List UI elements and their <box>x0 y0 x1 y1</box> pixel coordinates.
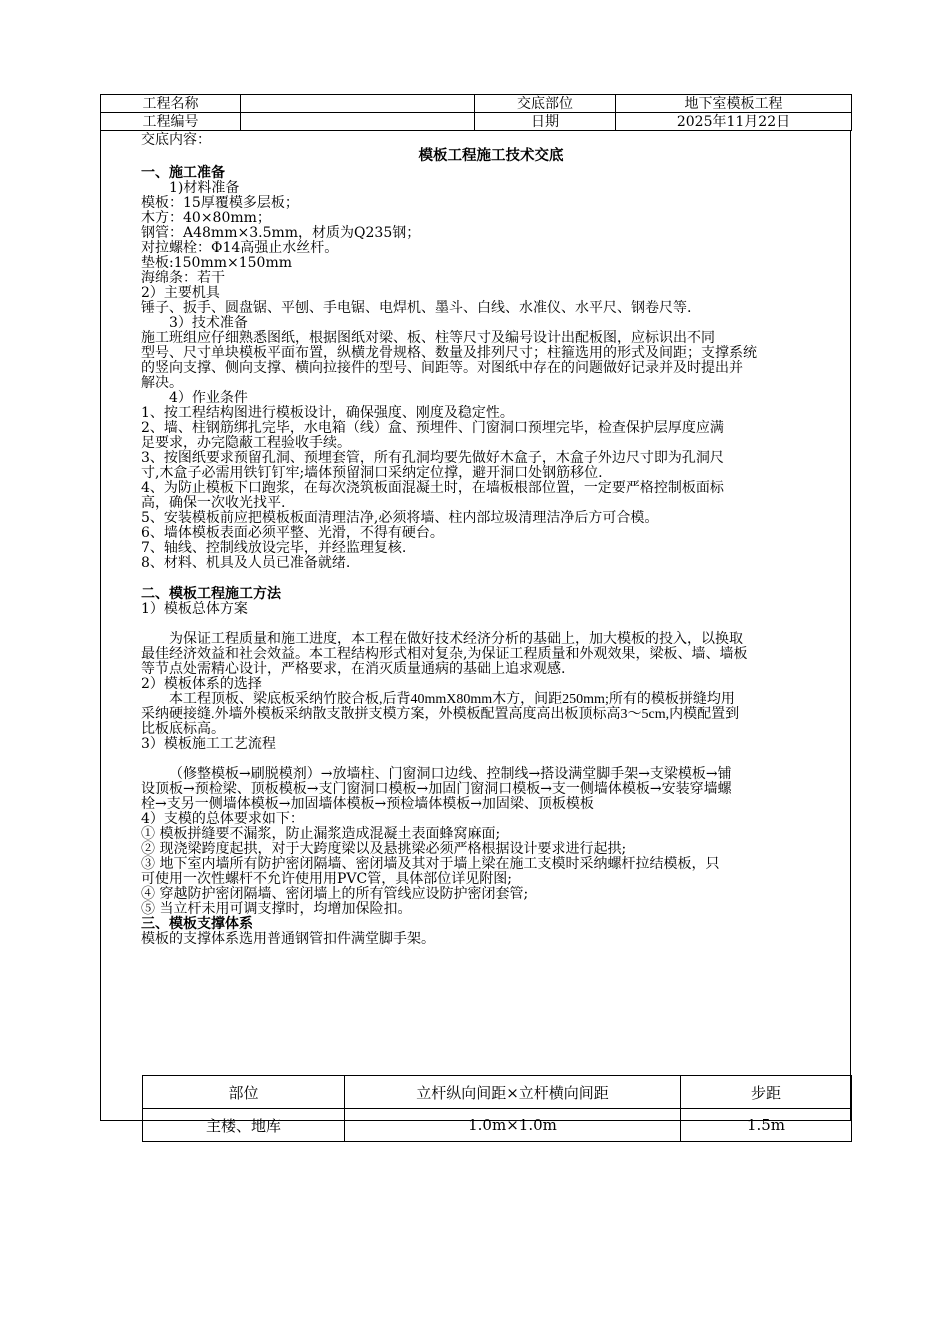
date-value: 2025年11月22日 <box>616 113 852 131</box>
content-body <box>141 133 841 947</box>
project-name-value <box>241 95 475 113</box>
material-line: 垫板:150mm×150mm <box>141 255 292 271</box>
project-no-value <box>241 113 475 131</box>
spacer <box>141 752 841 767</box>
col-header-part: 部位 <box>143 1076 345 1109</box>
cell-step: 1.5m <box>681 1109 852 1142</box>
section-1-heading: 一、施工准备 <box>141 165 225 181</box>
cell-spacing: 1.0m×1.0m <box>345 1109 681 1142</box>
condition-item: 2、墙、柱钢筋绑扎完毕，水电箱（线）盒、预埋件、门窗洞口预埋完毕，检查保护层厚度应满 <box>141 420 724 436</box>
requirement-item: ① 模板拼缝要不漏浆，防止漏浆造成混凝土表面蜂窝麻面; <box>141 826 501 842</box>
section-2-heading: 二、模板工程施工方法 <box>141 586 281 602</box>
support-table-header <box>143 1076 852 1109</box>
support-text: 模板的支撑体系选用普通钢管扣件满堂脚手架。 <box>141 931 435 947</box>
tech-text: 型号、尺寸单块模板平面布置，纵横龙骨规格、数量及排列尺寸；柱箍选用的形式及间距；支撑系统 <box>141 345 757 361</box>
condition-item: 1、按工程结构图进行模板设计，确保强度、刚度及稳定性。 <box>141 405 514 421</box>
materials-title: 1)材料准备 <box>169 180 240 196</box>
condition-item-cont: 足要求，办完隐蔽工程验收手续。 <box>141 435 351 451</box>
condition-item: 8、材料、机具及人员已准备就绪. <box>141 555 351 571</box>
condition-item: 7、轴线、控制线放设完毕，并经监理复核. <box>141 540 407 556</box>
system-text: 采纳硬接缝.外墙外模板采纳散支散拼支模方案，外模板配置高度高出板顶标高3～5cm,内模配置到 <box>141 707 740 722</box>
process-text: 栓→支另一侧墙体模板→加固墙体模板→预检墙体模板→加固梁、顶板模板 <box>141 796 594 812</box>
doc-title: 模板工程施工技术交底 <box>418 147 564 164</box>
condition-item: 3、按图纸要求预留孔洞、预埋套管，所有孔洞均要先做好木盒子，木盒子外边尺寸即为孔洞尺 <box>141 450 724 466</box>
system-text: 比板底标高。 <box>141 721 225 737</box>
requirement-item: ② 现浇梁跨度起拱，对于大跨度梁以及悬挑梁必须严格根据设计要求进行起拱; <box>141 841 627 857</box>
support-table <box>142 1075 852 1142</box>
col-header-step: 步距 <box>681 1076 852 1109</box>
condition-item: 4、为防止模板下口跑浆，在每次浇筑板面混凝土时，在墙板根部位置，一定要严格控制板面标 <box>141 480 724 496</box>
cell-part: 主楼、地库 <box>143 1109 345 1142</box>
condition-item-cont: 寸,木盒子必需用铁钉钉牢;墙体预留洞口采纳定位撑，避开洞口处钢筋移位. <box>141 465 603 481</box>
requirement-item-cont: 可使用一次性螺杆不允许使用用PVC管，具体部位详见附图; <box>141 871 512 887</box>
handover-part-value: 地下室模板工程 <box>616 95 852 113</box>
tools-text: 锤子、扳手、圆盘锯、平刨、手电锯、电焊机、墨斗、白线、水准仪、水平尺、钢卷尺等. <box>141 300 692 316</box>
system-text: 本工程顶板、梁底板采纳竹胶合板,后背40mmX80mm木方，间距250mm;所有的模板拼缝均用 <box>169 692 735 707</box>
project-name-label: 工程名称 <box>101 95 241 113</box>
spacer <box>141 617 841 632</box>
conditions-title: 4）作业条件 <box>169 390 248 406</box>
process-title: 3）模板施工工艺流程 <box>141 736 276 752</box>
document-page <box>100 94 851 1135</box>
requirement-item: ③ 地下室内墙所有防护密闭隔墙、密闭墙及其对于墙上梁在施工支模时采纳螺杆拉结模板，只 <box>141 856 720 872</box>
process-text: （修整模板→刷脱模剂）→放墙柱、门窗洞口边线、控制线→搭设满堂脚手架→支梁模板→铺 <box>169 766 732 782</box>
requirement-item: ④ 穿越防护密闭隔墙、密闭墙上的所有管线应设防护密闭套管; <box>141 886 529 902</box>
material-line: 钢管：A48mm×3.5mm，材质为Q235钢； <box>141 225 421 241</box>
plan-text: 等节点处需精心设计，严格要求，在消灭质量通病的基础上追求观感. <box>141 661 566 677</box>
system-title: 2）模板体系的选择 <box>141 676 262 692</box>
date-label: 日期 <box>475 113 616 131</box>
requirements-title: 4）支模的总体要求如下： <box>141 811 304 827</box>
condition-item: 6、墙体模板表面必须平整、光滑，不得有硬台。 <box>141 525 444 541</box>
tech-title: 3）技术准备 <box>169 315 248 331</box>
condition-item: 5、安装模板前应把模板板面清理洁净,必须将墙、柱内部垃圾清理洁净后方可合模。 <box>141 510 659 526</box>
handover-part-label: 交底部位 <box>475 95 616 113</box>
requirement-item: ⑤ 当立杆未用可调支撑时，均增加保险扣。 <box>141 901 412 917</box>
col-header-spacing: 立杆纵向间距×立杆横向间距 <box>345 1076 681 1109</box>
material-line: 木方：40×80mm； <box>141 210 271 226</box>
header-row-1 <box>101 95 852 113</box>
material-line: 对拉螺栓：Φ14高强止水丝杆。 <box>141 240 339 256</box>
spacer <box>141 571 841 587</box>
condition-item-cont: 高，确保一次收光找平. <box>141 495 286 511</box>
tech-text: 施工班组应仔细熟悉图纸，根据图纸对梁、板、柱等尺寸及编号设计出配板图，应标识出不同 <box>141 330 715 346</box>
content-label: 交底内容： <box>141 132 211 148</box>
tech-text: 解决。 <box>141 375 183 391</box>
material-line: 模板：15厚覆模多层板； <box>141 195 299 211</box>
plan-title: 1）模板总体方案 <box>141 601 248 617</box>
tech-text: 的竖向支撑、侧向支撑、横向拉接件的型号、间距等。对图纸中存在的问题做好记录并及时提出并 <box>141 360 743 376</box>
project-no-label: 工程编号 <box>101 113 241 131</box>
plan-text: 最佳经济效益和社会效益。本工程结构形式相对复杂,为保证工程质量和外观效果，梁板、墙、墙板 <box>141 646 748 662</box>
table-row <box>143 1109 852 1142</box>
tools-title: 2）主要机具 <box>141 285 220 301</box>
header-table <box>100 94 852 131</box>
header-row-2 <box>101 113 852 131</box>
process-text: 设顶板→预检梁、顶板模板→支门窗洞口模板→加固门窗洞口模板→支一侧墙体模板→安装穿墙螺 <box>141 781 732 797</box>
content-box <box>100 131 851 1135</box>
plan-text: 为保证工程质量和施工进度，本工程在做好技术经济分析的基础上，加大模板的投入，以换取 <box>169 631 743 647</box>
section-3-heading: 三、模板支撑体系 <box>141 916 253 932</box>
material-line: 海绵条：若干 <box>141 270 225 286</box>
